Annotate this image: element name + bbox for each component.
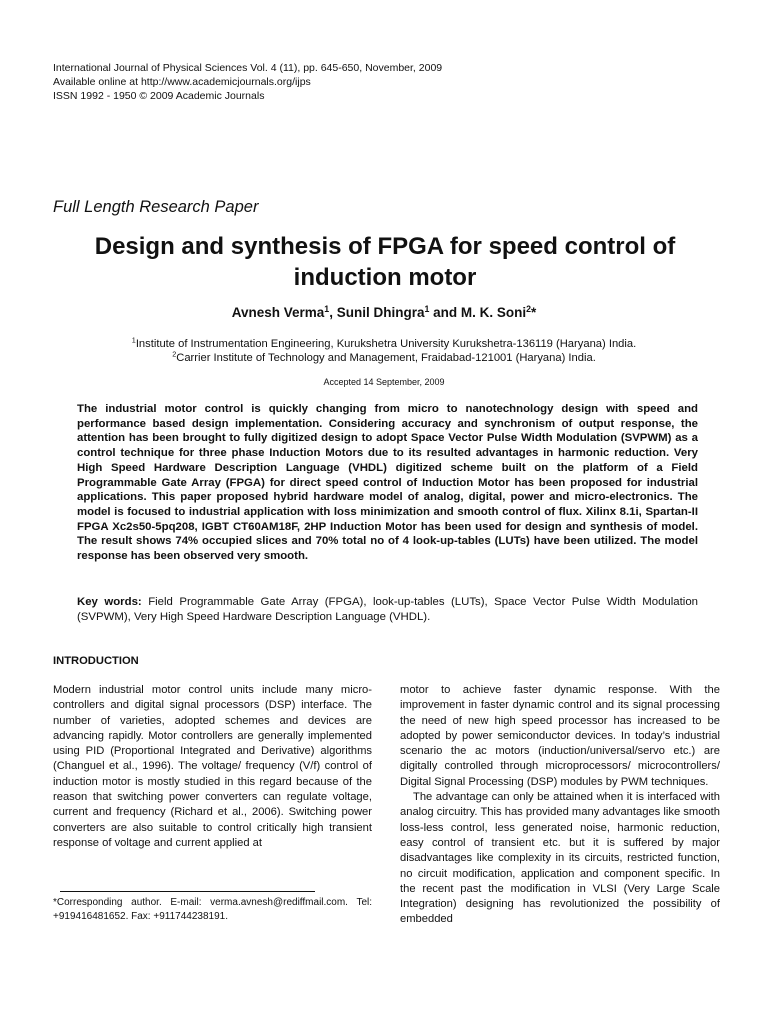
journal-issn: ISSN 1992 - 1950 © 2009 Academic Journals [53, 90, 265, 102]
paper-type: Full Length Research Paper [53, 198, 259, 216]
journal-url: Available online at http://www.academicjournals.org/ijps [53, 76, 311, 88]
author-separator: and [429, 305, 461, 320]
author-affil-mark: 2 [526, 303, 531, 314]
affiliation-text: Carrier Institute of Technology and Management, Fraidabad-121001 (Haryana) India. [176, 352, 596, 364]
accepted-date: Accepted 14 September, 2009 [323, 377, 445, 387]
keywords-text: Field Programmable Gate Array (FPGA), look-up-tables (LUTs), Space Vector Pulse Width Modulation (SVPWM), Very High Speed Hardware Description Language (VHDL). [77, 596, 698, 623]
footnote-divider [60, 891, 315, 892]
left-column [53, 683, 372, 851]
section-heading: INTRODUCTION [53, 655, 139, 667]
author-list [0, 305, 768, 320]
author-affil-mark: 1 [424, 303, 430, 314]
paper-title: Design and synthesis of FPGA for speed control of induction motor [94, 233, 676, 291]
journal-citation: International Journal of Physical Sciences Vol. 4 (11), pp. 645-650, November, 2009 [53, 62, 443, 74]
body-paragraph: motor to achieve faster dynamic response. With the improvement in faster dynamic control and its signal processing the need of new high speed processor has increased to be adopted by power semiconductor devices. In today’s industrial scenario the ac motors (induction/universal/servo etc.) are digitally controlled through microprocessors/ microcontrollers/ Digital Signal Processing (DSP) modules by PWM techniques. [400, 684, 720, 788]
body-paragraph: Modern industrial motor control units include many micro-controllers and digital signal processors (DSP) interface. The number of varieties, adopted schemes and devices are advancing rapidly. Motor controllers are generally implemented using PID (Proportional Integrated and Derivative) algorithms (Changuel et al., 1996). The voltage/ frequency (V/f) control of induction motor is mostly studied in this regard because of the reason that switching power converters can regulate voltage, current and frequency (Richard et al., 2006). Switching power converters are also suitable to control critically high transient response of voltage and current applied at [53, 684, 372, 849]
keywords [77, 595, 698, 624]
affiliation [0, 337, 768, 351]
affiliations [0, 337, 768, 365]
affiliation-text: Institute of Instrumentation Engineering, Kurukshetra University Kurukshetra-136119 (Haryana) India. [135, 338, 637, 350]
author-name: Avnesh Verma [231, 305, 325, 320]
affiliation-mark: 1 [131, 335, 136, 345]
body-paragraph: The advantage can only be attained when it is interfaced with analog circuitry. This has provided many advantages like smooth loss-less control, less generated noise, harmonic reduction, easy control of transient etc. but it is suffered by major disadvantages like complexity in its circuits, restricted function, no circuit modification, application and component specific. In the recent past the modification in VLSI (Very Large Scale Integration) designing has revolutionized the possibility of embedded [400, 791, 720, 926]
author-name: Sunil Dhingra [336, 305, 425, 320]
affiliation-mark: 2 [172, 349, 177, 359]
keywords-label: Key words: [77, 596, 142, 608]
affiliation [0, 351, 768, 365]
author-separator: , [329, 305, 337, 320]
corresponding-mark: * [531, 305, 537, 320]
author-name: M. K. Soni [460, 305, 527, 320]
journal-info [53, 61, 442, 103]
abstract: The industrial motor control is quickly changing from micro to nanotechnology design with speed and performance based design implementation. Considering accuracy and synchronism of output response, the attention has been brought to fully digitized design to adopt Space Vector Pulse Width Modulation (SVPWM) as a control technique for three phase Induction Motors due to its resulted advantages in harmonic reduction. Very High Speed Hardware Description Language (VHDL) digitized scheme built on the platform of a Field Programmable Gate Array (FPGA) for direct speed control of Induction Motor has been proposed for industrial applications. This paper proposed hybrid hardware model of analog, digital, power and micro-electronics. The model is focused to industrial application with loss minimization and smooth control of flux. Xilinx 8.1i, Spartan-II FPGA Xc2s50-5pq208, IGBT CT60AM18F, 2HP Induction Motor has been used for design and synthesis of model. The result shows 74% occupied slices and 70% total no of 4 look-up-tables (LUTs) have been utilized. The model response has been observed very smooth. [77, 403, 698, 563]
footnote: *Corresponding author. E-mail: verma.avnesh@rediffmail.com. Tel: +919416481652. Fax: +911744238191. [53, 897, 372, 922]
author-affil-mark: 1 [324, 303, 330, 314]
right-column [400, 683, 720, 928]
